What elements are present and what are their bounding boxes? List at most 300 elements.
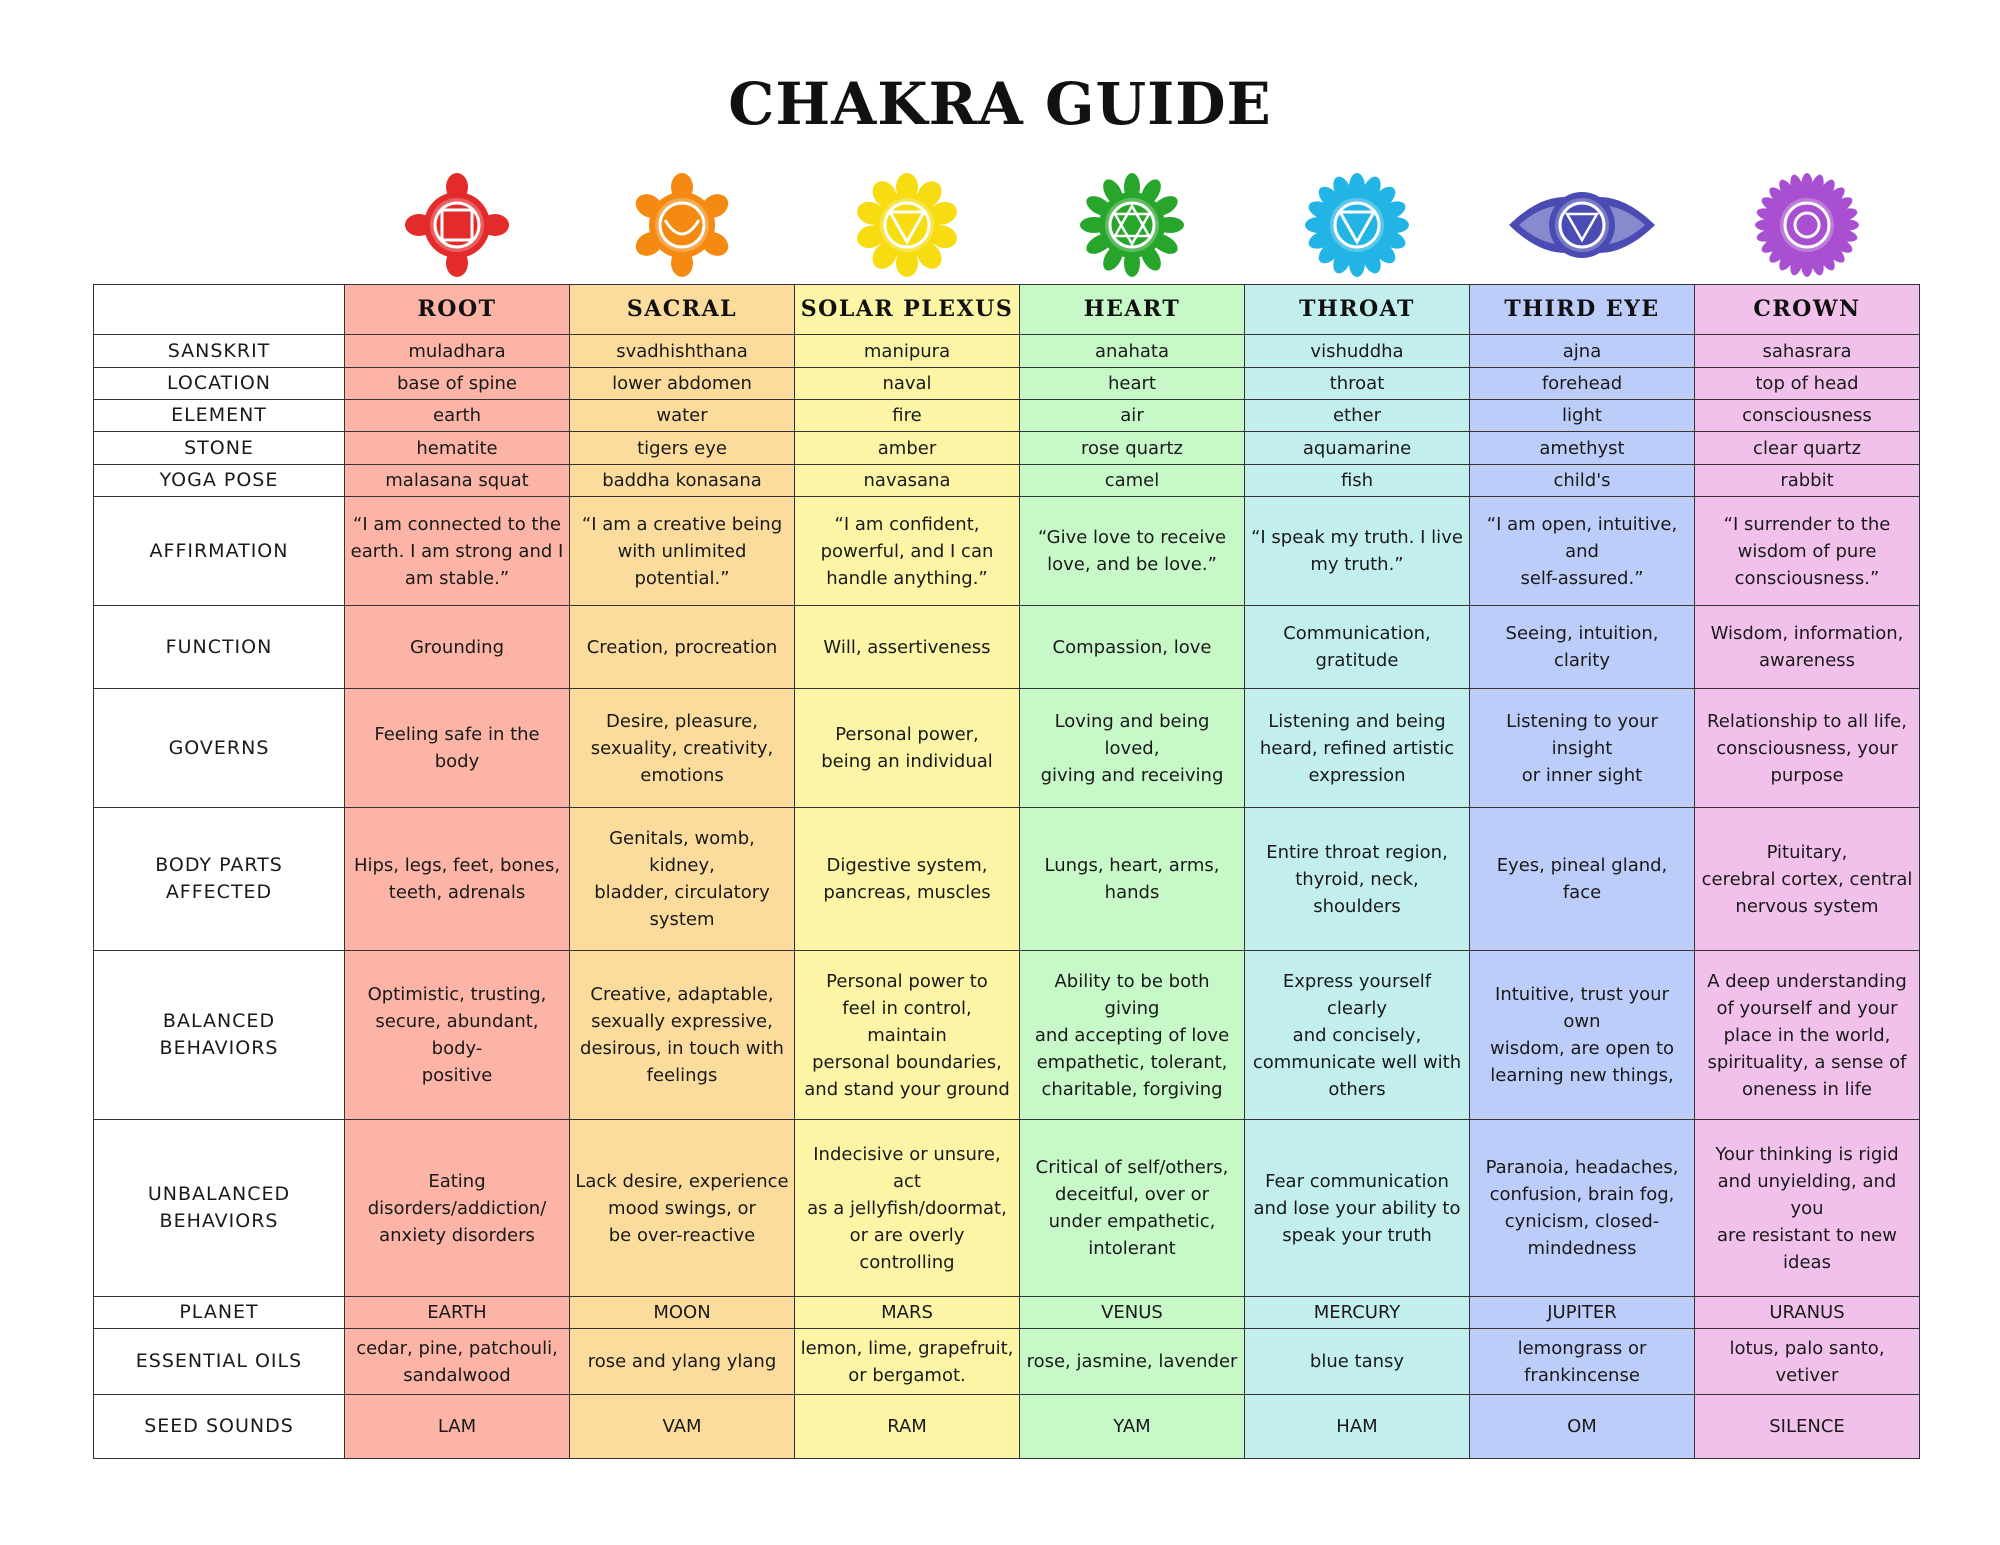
text-line: secure, abundant, body- [375,1011,539,1059]
text-line: AFFIRMATION [149,539,289,562]
table-cell-crown [1695,1329,1920,1395]
text-line: top of head [1755,373,1859,394]
column-header-heart: HEART [1020,285,1245,335]
text-line: rose and ylang ylang [587,1351,777,1372]
table-cell-heart [1020,1120,1245,1297]
table-cell-heart [1020,689,1245,808]
text-line: base of spine [397,373,517,394]
header-corner-cell [94,285,345,335]
text-line: bladder, circulatory [594,882,770,903]
table-cell-crown [1695,606,1920,689]
table-cell-root [345,689,570,808]
header-row [94,285,1920,335]
text-line: empathetic, tolerant, [1036,1051,1228,1073]
text-line: blue tansy [1309,1351,1405,1372]
table-cell-throat [1245,689,1470,808]
table-cell-sacral [570,1395,795,1459]
table-cell-sacral [570,465,795,497]
table-cell-heart [1020,465,1245,497]
text-line: consciousness, your [1716,737,1898,759]
text-line: YAM [1113,1416,1151,1437]
column-header-crown: CROWN [1695,285,1920,335]
table-cell-throat [1245,1297,1470,1329]
text-line: or inner sight [1521,764,1643,786]
text-line: communicate well with [1252,1051,1462,1073]
text-line: others [1328,1078,1386,1100]
table-cell-third-eye [1470,1395,1695,1459]
table-cell-third-eye [1470,1329,1695,1395]
text-line: Express yourself clearly [1282,970,1432,1019]
sacral-chakra-icon [627,170,737,280]
text-line: expression [1308,764,1406,786]
text-line: Digestive system, [826,855,988,876]
text-line: positive [421,1065,493,1086]
text-line: charitable, forgiving [1041,1078,1223,1100]
column-header-throat: THROAT [1245,285,1470,335]
table-cell-root [345,951,570,1120]
text-line: ELEMENT [171,404,267,426]
text-line: BEHAVIORS [159,1037,279,1059]
text-line: cynicism, closed- [1504,1211,1660,1232]
table-cell-sacral [570,335,795,368]
text-line: SEED SOUNDS [144,1415,294,1437]
table-cell-third-eye [1470,1297,1695,1329]
table-cell-crown [1695,368,1920,400]
text-line: lower abdomen [612,373,752,394]
text-line: throat [1329,373,1385,394]
table-cell-throat [1245,808,1470,951]
table-cell-sacral [570,1120,795,1297]
table-cell-third-eye [1470,606,1695,689]
text-line: light [1562,405,1602,426]
table-cell-third-eye [1470,400,1695,432]
table-cell-heart [1020,432,1245,465]
text-line: feelings [646,1065,718,1086]
text-line: heard, refined artistic [1259,737,1455,759]
text-line: RAM [887,1416,927,1437]
table-cell-throat [1245,1329,1470,1395]
text-line: air [1120,405,1144,426]
text-line: with unlimited potential.” [617,540,747,589]
table-cell-crown [1695,689,1920,808]
table-cell-heart [1020,606,1245,689]
text-line: lemongrass or [1517,1337,1647,1359]
text-line: SANSKRIT [167,339,271,362]
text-line: and stand your ground [804,1078,1010,1100]
text-line: GOVERNS [168,736,270,759]
table-cell-third-eye [1470,368,1695,400]
row-label-essential-oils [94,1329,345,1395]
table-cell-third-eye [1470,689,1695,808]
table-cell-throat [1245,400,1470,432]
text-line: Hips, legs, feet, bones, [353,855,561,876]
text-line: MOON [653,1302,711,1323]
table-cell-solar-plexus [795,465,1020,497]
text-line: am stable.” [404,567,510,589]
table-cell-third-eye [1470,497,1695,606]
text-line: manipura [863,340,951,362]
table-cell-root [345,335,570,368]
text-line: Creation, procreation [586,636,778,658]
text-line: Fear communication [1265,1170,1449,1192]
table-cell-sacral [570,951,795,1120]
table-cell-solar-plexus [795,432,1020,465]
table-cell-crown [1695,465,1920,497]
solar-plexus-chakra-icon [852,170,962,280]
text-line: speak your truth [1282,1224,1432,1246]
row-label-function [94,606,345,689]
text-line: desirous, in touch with [580,1038,784,1059]
text-line: emotions [640,764,724,786]
table-cell-solar-plexus [795,400,1020,432]
text-line: and concisely, [1292,1024,1422,1046]
text-line: earth [433,405,481,426]
text-line: “I am confident, [834,513,980,535]
table-cell-solar-plexus [795,808,1020,951]
text-line: personal boundaries, [812,1051,1002,1073]
text-line: SILENCE [1769,1416,1845,1437]
text-line: Entire throat region, [1266,841,1448,863]
text-line: earth. I am strong and I [350,540,564,562]
table-cell-throat [1245,335,1470,368]
text-line: Paranoia, headaches, [1485,1157,1679,1178]
table-cell-root [345,368,570,400]
text-line: consciousness.” [1734,567,1880,589]
text-line: rose quartz [1081,437,1183,459]
table-cell-root [345,497,570,606]
text-line: navasana [863,470,951,491]
text-line: and accepting of love [1034,1024,1230,1046]
table-cell-crown [1695,432,1920,465]
text-line: hematite [416,437,498,459]
table-cell-third-eye [1470,808,1695,951]
row-label-planet [94,1297,345,1329]
text-line: OM [1567,1416,1597,1437]
table-cell-root [345,1395,570,1459]
table-cell-root [345,400,570,432]
row-label-body-parts-affected [94,808,345,951]
text-line: amethyst [1539,437,1625,459]
text-line: naval [882,373,932,394]
text-line: feel in control, maintain [842,997,972,1046]
text-line: Creative, adaptable, [590,984,774,1005]
table-cell-solar-plexus [795,368,1020,400]
text-line: amber [877,437,937,459]
text-line: Listening and being [1268,710,1446,732]
text-line: place in the world, [1723,1024,1891,1046]
text-line: system [649,909,715,930]
text-line: love, and be love.” [1047,554,1217,575]
table-cell-heart [1020,1329,1245,1395]
text-line: anahata [1095,340,1169,362]
text-line: “I speak my truth. I live [1251,527,1463,548]
table-cell-crown [1695,808,1920,951]
text-line: Personal power to [826,970,988,992]
table-cell-heart [1020,400,1245,432]
table-row [94,368,1920,400]
text-line: forehead [1541,373,1623,394]
heart-chakra-icon [1077,170,1187,280]
text-line: URANUS [1769,1302,1845,1323]
text-line: LAM [437,1416,477,1437]
table-cell-root [345,1120,570,1297]
text-line: handle anything.” [826,567,988,589]
table-row [94,689,1920,808]
text-line: and unyielding, and you [1717,1170,1897,1219]
text-line: nervous system [1735,895,1879,917]
text-line: pancreas, muscles [823,882,991,903]
text-line: Relationship to all life, [1707,710,1907,732]
table-cell-crown [1695,1120,1920,1297]
text-line: FUNCTION [165,635,273,658]
text-line: being an individual [821,751,993,772]
text-line: purpose [1770,764,1844,786]
text-line: oneness in life [1742,1078,1872,1100]
table-cell-third-eye [1470,432,1695,465]
table-row [94,1297,1920,1329]
text-line: deceitful, over or [1055,1184,1209,1205]
text-line: fire [892,405,922,426]
table-cell-throat [1245,432,1470,465]
text-line: powerful, and I can [820,540,994,562]
text-line: as a jellyfish/doormat, [807,1197,1007,1219]
text-line: MARS [881,1302,933,1323]
text-line: awareness [1758,650,1856,671]
table-cell-root [345,606,570,689]
text-line: HAM [1336,1416,1378,1437]
table-cell-sacral [570,808,795,951]
text-line: sahasrara [1762,340,1852,362]
table-cell-sacral [570,497,795,606]
text-line: Your thinking is rigid [1715,1143,1899,1165]
text-line: child's [1553,470,1611,491]
table-cell-sacral [570,432,795,465]
table-cell-crown [1695,1297,1920,1329]
row-label-location [94,368,345,400]
table-cell-throat [1245,497,1470,606]
table-cell-third-eye [1470,951,1695,1120]
text-line: lotus, palo santo, vetiver [1729,1337,1885,1386]
text-line: are resistant to new [1717,1224,1897,1246]
table-cell-heart [1020,497,1245,606]
text-line: Communication, [1283,623,1431,644]
table-cell-throat [1245,951,1470,1120]
table-cell-sacral [570,606,795,689]
table-cell-solar-plexus [795,497,1020,606]
text-line: Eyes, pineal gland, face [1496,855,1668,903]
text-line: clear quartz [1753,437,1861,459]
table-row [94,606,1920,689]
text-line: or are overly controlling [849,1224,965,1273]
text-line: learning new things, [1490,1065,1674,1086]
row-label-governs [94,689,345,808]
table-cell-throat [1245,606,1470,689]
text-line: Desire, pleasure, [606,710,758,732]
text-line: disorders/addiction/ [367,1197,547,1219]
text-line: “I surrender to the [1723,513,1891,535]
text-line: under empathetic, [1048,1211,1216,1232]
text-line: LOCATION [166,372,272,394]
text-line: Wisdom, information, [1710,623,1904,644]
text-line: Indecisive or unsure, act [813,1143,1001,1192]
text-line: A deep understanding [1707,970,1907,992]
text-line: baddha konasana [602,470,762,491]
text-line: sexuality, creativity, [590,737,774,759]
throat-chakra-icon [1302,170,1412,280]
text-line: rose, jasmine, lavender [1026,1351,1238,1372]
table-row [94,335,1920,368]
table-row [94,400,1920,432]
table-cell-sacral [570,368,795,400]
text-line: wisdom, are open to [1489,1038,1675,1059]
column-header-solar-plexus: SOLAR PLEXUS [795,285,1020,335]
text-line: ajna [1562,340,1602,362]
table-cell-crown [1695,951,1920,1120]
column-header-third-eye: THIRD EYE [1470,285,1695,335]
text-line: thyroid, neck, shoulders [1295,868,1419,917]
third-eye-chakra-icon [1507,170,1657,280]
text-line: BEHAVIORS [159,1210,279,1232]
table-cell-third-eye [1470,465,1695,497]
text-line: or bergamot. [848,1364,966,1386]
text-line: BODY PARTS [155,854,283,876]
text-line: JUPITER [1547,1302,1617,1323]
text-line: Intuitive, trust your own [1495,984,1669,1032]
text-line: VENUS [1101,1302,1163,1323]
text-line: anxiety disorders [379,1224,535,1246]
table-cell-crown [1695,1395,1920,1459]
row-label-seed-sounds [94,1395,345,1459]
text-line: cerebral cortex, central [1701,868,1913,890]
table-cell-sacral [570,689,795,808]
text-line: be over-reactive [608,1224,756,1246]
text-line: ideas [1783,1251,1831,1273]
text-line: water [656,405,708,426]
text-line: Feeling safe in the body [374,724,540,772]
table-row [94,497,1920,606]
text-line: STONE [184,436,254,459]
table-row [94,465,1920,497]
text-line: self-assured.” [1520,567,1644,589]
row-label-element [94,400,345,432]
text-line: spirituality, a sense of [1707,1051,1907,1073]
text-line: sexually expressive, [591,1011,773,1032]
row-label-affirmation [94,497,345,606]
root-chakra-icon [402,170,512,280]
table-cell-crown [1695,400,1920,432]
text-line: YOGA POSE [159,469,279,491]
text-line: heart [1108,373,1156,394]
table-cell-solar-plexus [795,1297,1020,1329]
text-line: lemon, lime, grapefruit, [800,1337,1014,1359]
table-cell-solar-plexus [795,1395,1020,1459]
text-line: AFFECTED [165,881,273,903]
table-row [94,1329,1920,1395]
table-cell-root [345,1297,570,1329]
text-line: Personal power, [835,724,979,745]
text-line: Seeing, intuition, clarity [1505,623,1659,671]
table-cell-root [345,432,570,465]
table-cell-crown [1695,497,1920,606]
text-line: Critical of self/others, [1035,1157,1229,1178]
text-line: camel [1104,470,1160,491]
table-cell-heart [1020,951,1245,1120]
text-line: teeth, adrenals [388,882,526,903]
table-cell-root [345,465,570,497]
text-line: gratitude [1315,650,1399,671]
text-line: “Give love to receive [1037,527,1227,548]
text-line: cedar, pine, patchouli, [356,1337,558,1359]
table-cell-throat [1245,368,1470,400]
text-line: Compassion, love [1052,636,1212,658]
table-cell-sacral [570,1297,795,1329]
table-cell-solar-plexus [795,1120,1020,1297]
text-line: malasana squat [385,470,529,491]
table-cell-throat [1245,1395,1470,1459]
text-line: fish [1340,470,1374,491]
table-row [94,808,1920,951]
table-cell-root [345,1329,570,1395]
text-line: “I am connected to the [353,513,561,535]
text-line: “I am a creative being [581,513,783,535]
chakra-table [93,284,1920,1459]
table-cell-third-eye [1470,1120,1695,1297]
table-cell-solar-plexus [795,335,1020,368]
text-line: Lungs, heart, arms, hands [1044,855,1220,903]
text-line: Listening to your insight [1506,710,1658,759]
text-line: Ability to be both giving [1054,970,1210,1019]
text-line: consciousness [1742,405,1872,426]
text-line: BALANCED [162,1010,276,1032]
text-line: frankincense [1524,1364,1640,1386]
table-cell-heart [1020,368,1245,400]
text-line: Grounding [409,636,505,658]
table-cell-third-eye [1470,335,1695,368]
text-line: Pituitary, [1766,841,1848,863]
table-cell-solar-plexus [795,1329,1020,1395]
table-cell-solar-plexus [795,951,1020,1120]
text-line: muladhara [408,340,506,362]
table-row [94,951,1920,1120]
text-line: aquamarine [1302,437,1412,459]
text-line: ESSENTIAL OILS [135,1350,303,1372]
text-line: Lack desire, experience [575,1170,789,1192]
text-line: rabbit [1780,470,1834,491]
text-line: and lose your ability to [1253,1197,1461,1219]
text-line: intolerant [1088,1238,1176,1259]
row-label-stone [94,432,345,465]
text-line: wisdom of pure [1737,540,1877,562]
text-line: svadhishthana [616,340,748,362]
column-header-sacral: SACRAL [570,285,795,335]
text-line: giving and receiving [1040,764,1224,786]
table-cell-throat [1245,1120,1470,1297]
table-cell-sacral [570,400,795,432]
text-line: tigers eye [637,437,727,459]
table-cell-root [345,808,570,951]
text-line: Will, assertiveness [823,636,991,658]
text-line: UNBALANCED [147,1183,291,1205]
text-line: “I am open, intuitive, and [1486,513,1678,562]
column-header-root: ROOT [345,285,570,335]
chakra-icons-row [0,170,2000,280]
table-cell-solar-plexus [795,606,1020,689]
table-cell-heart [1020,1297,1245,1329]
row-label-yoga-pose [94,465,345,497]
table-row [94,1120,1920,1297]
text-line: PLANET [179,1301,259,1323]
text-line: VAM [662,1416,702,1437]
